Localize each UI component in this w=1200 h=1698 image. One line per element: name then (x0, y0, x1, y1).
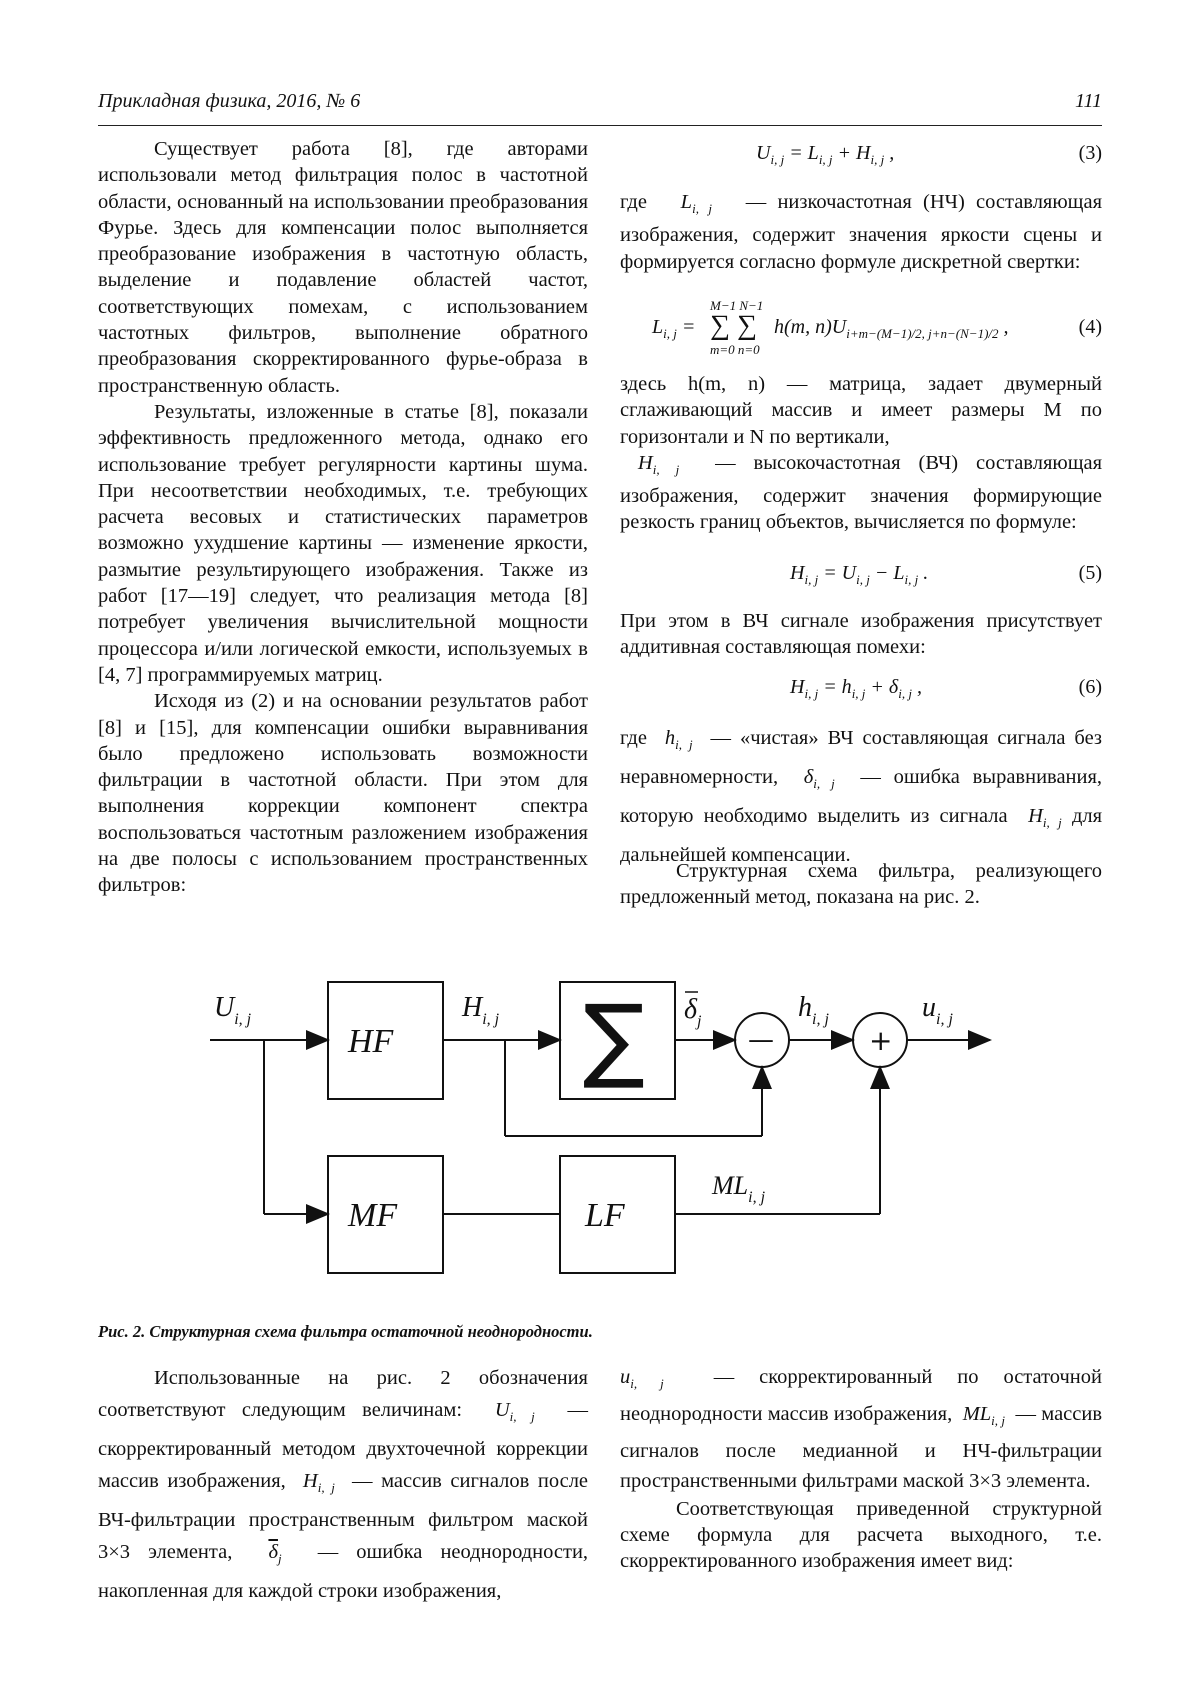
equation-4: $L_{i, j}$ = M−1 N−1 ∑ ∑ m=0 n=0 h(m, $n)U_{i+m-(M-1)/2, j+n-(N-1)/2}$ , (652, 298, 1009, 357)
paragraph-2: Результаты, изложенные в статье [8], показали эффективность предложенного метода, однако его использование требует регулярности картины шума. При несоответствии необходимых, т.е. требующих расчета весовых и статистических параметров возможно ухудшение картины — изменение яркости, размытие результирующего изображения. Также из работ [17—19] следует, что реализация метода [8] потребует увеличения вычислительной мощности процессора и/или логической емкости, используемых в [4, 7] программируемых матриц. (98, 400, 588, 686)
sum-symbol: ∑ (583, 985, 645, 1092)
scheme-intro: Структурная схема фильтра, реализующего предложенный метод, показана на рис. 2. (620, 860, 1102, 909)
notation-u: — скорректированный методом двухточечной коррекции массив изображения, (98, 1399, 589, 1492)
clean-desc: — «чистая» ВЧ составляющая сигнала без неравномерности, (620, 727, 1103, 788)
text-block-1: где $L_{i, j}$ — низкочастотная (НЧ) составляющая изображения, содержит значения яркости сцены и формируется согласно формуле дискретной свертки: (620, 191, 1102, 273)
page-number: 111 (1074, 90, 1102, 112)
equation-3: $U_{i, j} = L_{i, j} + H_{i, j}$ , (756, 142, 895, 167)
bottom-right-column: $u_{i, j}$ — скорректированный по остаточной неоднородности массив изображения, $ML_{i, j}$ — массив сигналов после медианной и НЧ-фильтрации пространственными фильтрами маской 3×3 элемента. Соответствующая приведенной структурной схеме формула для расчета выходного, т.е. скорректированного изображения имеет вид: (620, 1366, 1103, 1572)
lowfreq-desc: — низкочастотная (НЧ) составляющая изображения, содержит значения яркости сцены и формируется согласно формуле дискретной свертки: (620, 191, 1102, 273)
text-block-3 (620, 608, 1102, 661)
compensation-desc: для дальнейшей компенсации. (620, 805, 1103, 866)
error-desc: — ошибка выравнивания, которую необходимо выделить из сигнала (620, 766, 1103, 827)
notation-out: — скорректированный по остаточной неоднородности массив изображения, (620, 1366, 1102, 1425)
text-block-2: здесь h(m, n) — матрица, задает двумерный сглаживающий массив и имеет размеры M по горизонтали и N по вертикали, $H_{i, j}$ — высокочастотная (ВЧ) составляющая изображения, содержит значения формирующие резкость границ объектов, вычисляется по формуле: (620, 373, 1103, 534)
minus-symbol: — (748, 1025, 774, 1055)
equation-6: $H_{i, j} = h_{i, j} + \delta_{i, j}$ , (790, 676, 922, 701)
mf-label: MF (348, 1197, 398, 1234)
notation-ml: — массив сигналов после медианной и НЧ-фильтрации пространственными фильтрами маской 3×3 элемента. (620, 1403, 1103, 1492)
hf-output-label: $H_{i, j}$ (462, 992, 500, 1028)
text-block-4: где $h_{i, j}$ — «чистая» ВЧ составляющая сигнала без неравномерности, $\delta_{i, j}$ — ошибка выравнивания, которую необходимо выделить из сигнала $H_{i, j}$ для дальнейшей компенсации. (620, 727, 1103, 866)
word-where: где (620, 191, 647, 213)
bottom-left-column: Использованные на рис. 2 обозначения соответствуют следующим величинам: $U_{i, j}$ — скорректированный методом двухточечной коррекции массив изображения, $H_{i, j}$ — массив сигналов после ВЧ-фильтрации пространственным фильтром маской 3×3 элемента, $\overline{\delta}_j$ — ошибка неоднородности, накопленная для каждой строки изображения, (98, 1367, 589, 1602)
lf-label: LF (585, 1197, 625, 1234)
equation-5-number: (5) (1078, 562, 1102, 584)
formula-intro: Соответствующая приведенной структурной схеме формула для расчета выходного, т.е. скорректированного изображения имеет вид: (620, 1498, 1102, 1572)
matrix-desc: здесь h(m, n) — матрица, задает двумерный сглаживающий массив и имеет размеры M по горизонтали и N по вертикали, (620, 373, 1102, 448)
noise-desc: При этом в ВЧ сигнале изображения присутствует аддитивная составляющая помехи: (620, 610, 1102, 659)
ml-label: $ML_{i, j}$ (712, 1171, 766, 1206)
equation-5: $H_{i, j} = U_{i, j} - L_{i, j}$ . (790, 562, 929, 587)
highfreq-desc: — высокочастотная (ВЧ) составляющая изображения, содержит значения формирующие резкость границ объектов, вычисляется по формуле: (620, 451, 1103, 534)
notation-intro: Использованные на рис. 2 обозначения соответствуют следующим величинам: (98, 1367, 588, 1421)
paragraph-3: Исходя из (2) и на основании результатов работ [8] и [15], для компенсации ошибки выравнивания было предложено использовать возможности фильтрации в частотной области. При этом для выполнения коррекции компонент спектра воспользоваться частотным разложением изображения на две полосы с использованием пространственных фильтров: (98, 690, 588, 897)
equation-3-number: (3) (1078, 142, 1102, 164)
word-where-2: где (620, 727, 647, 749)
clean-hf-label: $h_{i, j}$ (798, 992, 829, 1028)
paragraph-1: Существует работа [8], где авторами использовали метод фильтрация полос в частотной области, основанный на использовании преобразования Фурье. Здесь для компенсации полос выполняется преобразование изображения в частотную область, выделение и подавление областей частот, соответствующих помехам, с использованием частотных фильтров, выполнение обратного преобразования скорректированного фурье-образа в пространственную область. (98, 138, 588, 397)
notation-delta: — ошибка неоднородности, накопленная для каждой строки изображения, (98, 1541, 589, 1602)
figure-caption: Рис. 2. Структурная схема фильтра остаточной неоднородности. (98, 1322, 593, 1341)
hf-label: HF (348, 1023, 394, 1060)
block-diagram (200, 960, 1000, 1280)
equation-4-number: (4) (1078, 316, 1102, 338)
plus-symbol: + (869, 1024, 893, 1057)
journal-title: Прикладная физика, 2016, № 6 (98, 90, 361, 112)
notation-h: — массив сигналов после ВЧ-фильтрации пространственным фильтром маской 3×3 элемента, (98, 1470, 589, 1563)
text-block-5 (620, 858, 1102, 911)
input-label: $U_{i, j}$ (214, 992, 252, 1028)
output-label: $u_{i, j}$ (922, 992, 953, 1028)
header-rule (98, 125, 1102, 126)
left-column (98, 136, 588, 899)
equation-6-number: (6) (1078, 676, 1102, 698)
delta-label: $\delta_j$ (684, 994, 702, 1030)
